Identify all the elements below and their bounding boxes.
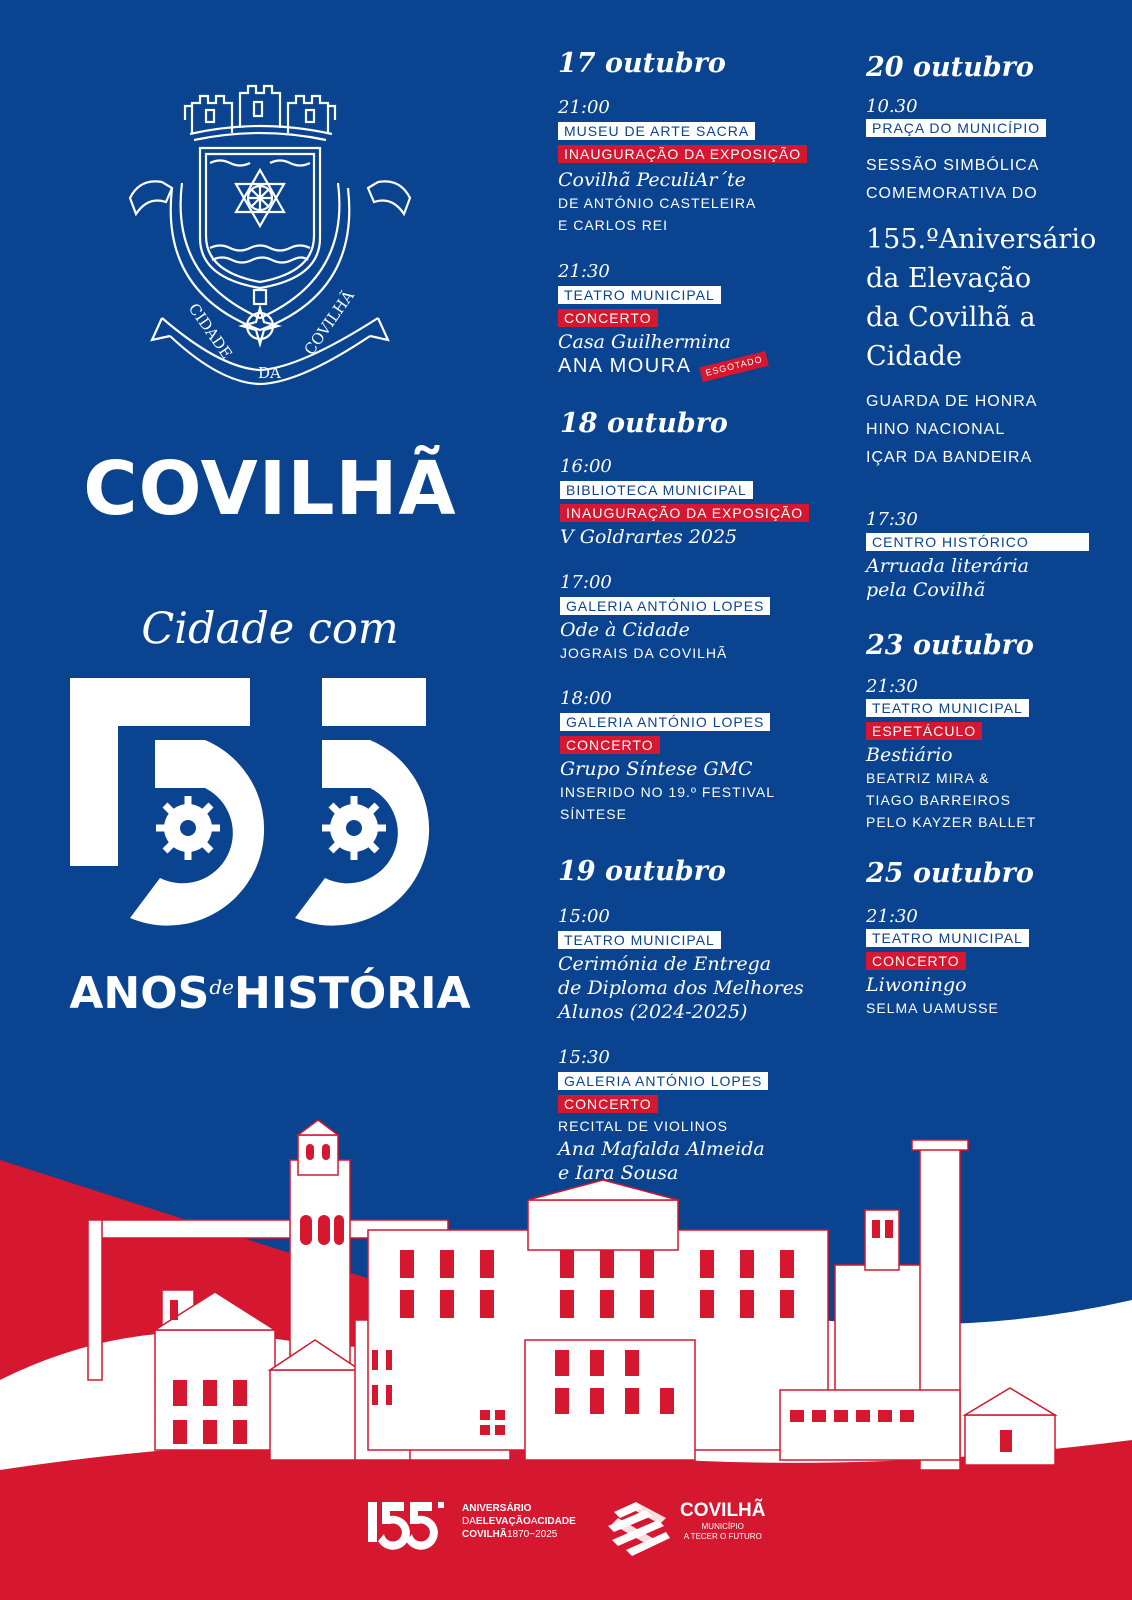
event-title: Ana Mafalda Almeida bbox=[558, 1138, 765, 1160]
day-20-block bbox=[866, 52, 1034, 84]
event-20-centro bbox=[866, 509, 1089, 602]
event-title: Grupo Síntese GMC bbox=[560, 758, 753, 780]
event-time: 15:30 bbox=[558, 1047, 610, 1068]
event-desc: COMEMORATIVA DO bbox=[866, 185, 1038, 202]
event-23-teatro bbox=[866, 676, 1036, 833]
event-desc: SÍNTESE bbox=[560, 806, 627, 822]
day-25-heading: 25 outubro bbox=[866, 858, 1034, 889]
day-23-heading: 23 outubro bbox=[866, 630, 1034, 661]
event-tag: CONCERTO bbox=[866, 952, 966, 970]
sold-out-badge: ESGOTADO bbox=[699, 351, 769, 382]
event-time: 21:30 bbox=[558, 261, 610, 282]
event-time: 17:00 bbox=[560, 572, 612, 593]
event-desc: SESSÃO SIMBÓLICA bbox=[866, 157, 1040, 174]
event-artist: ANA MOURA bbox=[558, 355, 692, 377]
event-desc: IÇAR DA BANDEIRA bbox=[866, 449, 1033, 466]
event-desc: TIAGO BARREIROS bbox=[866, 792, 1011, 808]
footer-logos bbox=[0, 1484, 1132, 1600]
event-desc: BEATRIZ MIRA & bbox=[866, 770, 990, 786]
event-venue: TEATRO MUNICIPAL bbox=[866, 699, 1029, 717]
svg-text:COVILHÃ: COVILHÃ bbox=[300, 287, 358, 359]
svg-text:DA: DA bbox=[258, 364, 281, 382]
event-desc: GUARDA DE HONRA bbox=[866, 393, 1038, 410]
event-18-biblioteca bbox=[560, 456, 809, 549]
event-desc: PELO KAYZER BALLET bbox=[866, 814, 1037, 830]
event-venue: BIBLIOTECA MUNICIPAL bbox=[560, 481, 753, 499]
coat-of-arms-icon bbox=[100, 78, 440, 398]
event-desc: SELMA UAMUSSE bbox=[866, 1000, 999, 1016]
event-desc: E CARLOS REI bbox=[558, 217, 669, 233]
event-tag: ESPETÁCULO bbox=[866, 722, 982, 740]
event-title: Casa Guilhermina bbox=[558, 331, 731, 353]
event-20-praca bbox=[866, 96, 1128, 472]
day-23-block bbox=[866, 630, 1034, 662]
event-title: e Iara Sousa bbox=[558, 1162, 679, 1184]
day-25-block bbox=[866, 858, 1034, 890]
event-18-galeria-1 bbox=[560, 572, 770, 664]
day-20-heading: 20 outubro bbox=[866, 52, 1034, 83]
event-venue: GALERIA ANTÓNIO LOPES bbox=[560, 713, 770, 731]
anniversary-headline: da Elevação bbox=[866, 263, 1032, 294]
anniversary-number-logo bbox=[70, 678, 470, 938]
event-title: Covilhã PeculiAr´te bbox=[558, 169, 746, 191]
event-time: 10.30 bbox=[866, 96, 918, 117]
day-18-block bbox=[560, 408, 728, 440]
event-tag: INAUGURAÇÃO DA EXPOSIÇÃO bbox=[558, 145, 807, 163]
footer-municipality-text: COVILHÃ MUNICÍPIO A TECER O FUTURO bbox=[680, 1500, 766, 1541]
event-title: Ode à Cidade bbox=[560, 619, 690, 641]
event-time: 16:00 bbox=[560, 456, 612, 477]
event-desc: JOGRAIS DA COVILHÃ bbox=[560, 645, 728, 661]
day-17-heading: 17 outubro bbox=[558, 48, 726, 79]
event-title: Arruada literária bbox=[866, 555, 1029, 577]
event-time: 21:00 bbox=[558, 97, 610, 118]
event-venue: TEATRO MUNICIPAL bbox=[866, 929, 1029, 947]
event-title: pela Covilhã bbox=[866, 579, 986, 601]
event-tag: CONCERTO bbox=[558, 309, 658, 327]
anos-de-historia: $ANOS^{de}HISTÓRIA$ bbox=[69, 968, 471, 1019]
event-time: 21:30 bbox=[866, 906, 918, 927]
event-17-museu bbox=[558, 97, 807, 236]
anniversary-headline: da Covilhã a bbox=[866, 302, 1036, 333]
svg-text:CIDADE: CIDADE bbox=[184, 299, 236, 363]
event-title: V Goldrartes 2025 bbox=[560, 526, 738, 548]
event-title: de Diploma dos Melhores bbox=[558, 977, 804, 999]
event-venue: TEATRO MUNICIPAL bbox=[558, 931, 721, 949]
day-19-heading: 19 outubro bbox=[558, 856, 726, 887]
event-time: 17:30 bbox=[866, 509, 918, 530]
event-venue: PRAÇA DO MUNICÍPIO bbox=[866, 119, 1046, 137]
event-tag: INAUGURAÇÃO DA EXPOSIÇÃO bbox=[560, 504, 809, 522]
event-18-galeria-2 bbox=[560, 688, 775, 825]
event-tag: CONCERTO bbox=[558, 1095, 658, 1113]
event-17-teatro bbox=[558, 261, 768, 378]
event-19-teatro bbox=[558, 906, 804, 1024]
event-desc: INSERIDO NO 19.º FESTIVAL bbox=[560, 784, 776, 800]
event-venue: MUSEU DE ARTE SACRA bbox=[558, 122, 755, 140]
event-desc: DE ANTÓNIO CASTELEIRA bbox=[558, 195, 757, 211]
day-19-block bbox=[558, 856, 726, 888]
event-title: Cerimónia de Entrega bbox=[558, 953, 772, 975]
footer-anniversary-text: ANIVERSÁRIO DAELEVAÇÃOACIDADE COVILHÃ1870~2025 bbox=[462, 1503, 576, 1540]
event-time: 21:30 bbox=[866, 676, 918, 697]
anniversary-mini-logo-icon bbox=[368, 1496, 448, 1552]
event-title: Bestiário bbox=[866, 744, 953, 766]
day-18-heading: 18 outubro bbox=[560, 408, 728, 439]
event-title: Liwoningo bbox=[866, 974, 967, 996]
event-time: 18:00 bbox=[560, 688, 612, 709]
event-venue: GALERIA ANTÓNIO LOPES bbox=[560, 597, 770, 615]
municipality-woven-logo-icon bbox=[606, 1498, 672, 1558]
anniversary-headline: Cidade bbox=[866, 341, 962, 372]
tagline: Cidade com bbox=[141, 604, 399, 654]
event-25-teatro bbox=[866, 906, 1029, 1019]
event-title: Alunos (2024-2025) bbox=[558, 1001, 748, 1023]
city-name-heading: COVILHÃ bbox=[83, 446, 457, 532]
event-venue: GALERIA ANTÓNIO LOPES bbox=[558, 1072, 768, 1090]
event-desc: RECITAL DE VIOLINOS bbox=[558, 1118, 728, 1134]
schedule-column-left bbox=[558, 48, 726, 80]
anniversary-headline: 155.ºAniversário bbox=[866, 224, 1097, 255]
event-venue: TEATRO MUNICIPAL bbox=[558, 286, 721, 304]
event-time: 15:00 bbox=[558, 906, 610, 927]
event-venue: CENTRO HISTÓRICO bbox=[866, 533, 1089, 551]
event-tag: CONCERTO bbox=[560, 736, 660, 754]
event-desc: HINO NACIONAL bbox=[866, 421, 1006, 438]
